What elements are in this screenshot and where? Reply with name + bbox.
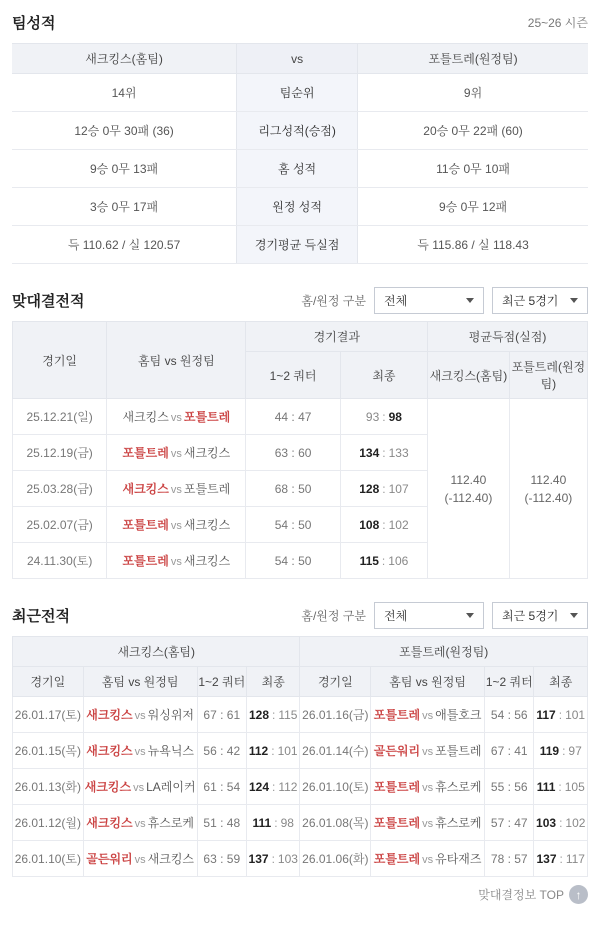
- home-away-filter-label: 홈/원정 구분: [301, 608, 366, 623]
- final-score-cell: [534, 769, 588, 805]
- score-colon: :: [272, 779, 276, 794]
- final-home-score: 111: [536, 779, 556, 794]
- game-date: 26.01.08(목): [300, 805, 371, 841]
- stat-label: 리그성적(승점): [237, 112, 358, 150]
- vs-label: vs: [422, 710, 434, 722]
- recent-results-title: 최근전적: [12, 607, 70, 625]
- home-team-name: 골든워리: [373, 744, 421, 758]
- avg-home-value: 112.40: [450, 472, 487, 487]
- matchup-cell: [107, 471, 246, 507]
- recent-results-head: [12, 601, 588, 629]
- h2h-header-row-1: [13, 322, 588, 352]
- recent-results-section: [12, 601, 588, 904]
- home-team-name: 새크킹스: [86, 744, 133, 758]
- team-stats-title: 팀성적: [12, 14, 56, 32]
- q12-score: 68 : 50: [246, 471, 340, 507]
- chevron-down-icon: [466, 613, 474, 618]
- col-header-q12: 1~2 쿼터: [197, 667, 246, 697]
- final-away-score: 103: [277, 851, 298, 866]
- game-date: 26.01.10(토): [300, 769, 371, 805]
- away-team-name: 휴스로케: [147, 816, 195, 830]
- score-colon: :: [558, 779, 562, 794]
- final-home-score: 112: [248, 743, 269, 758]
- vs-label: vs: [134, 854, 146, 866]
- score-colon: :: [381, 553, 386, 568]
- q12-score: 61 : 54: [197, 769, 246, 805]
- final-home-score: 108: [359, 517, 380, 532]
- away-team-name: 포틀트레: [183, 482, 231, 496]
- away-team-header: 포틀트레(원정팀): [358, 44, 588, 74]
- away-team-name: 새크킹스: [183, 554, 231, 568]
- game-date: 26.01.16(금): [300, 697, 371, 733]
- head-to-head-title: 맞대결전적: [12, 292, 85, 310]
- final-home-score: 93: [365, 409, 380, 424]
- stat-label: 원정 성적: [237, 188, 358, 226]
- away-value: 득 115.86 / 실 118.43: [358, 226, 588, 264]
- q12-score: 54 : 50: [246, 543, 340, 579]
- vs-label: vs: [170, 448, 182, 460]
- home-team-name: 포틀트레: [373, 852, 421, 866]
- matchup-cell: [83, 733, 197, 769]
- final-score-cell: [247, 769, 300, 805]
- matchup-cell: [371, 841, 485, 877]
- recent-results-table: [12, 636, 588, 877]
- recent-game-row: [13, 841, 588, 877]
- game-date: 25.02.07(금): [13, 507, 107, 543]
- stat-row-away-record: [12, 188, 588, 226]
- home-team-name: 포틀트레: [122, 446, 169, 460]
- final-away-score: 115: [278, 707, 298, 722]
- home-team-name: 포틀트레: [373, 780, 421, 794]
- final-home-score: 137: [248, 851, 269, 866]
- away-value: 11승 0무 10패: [358, 150, 588, 188]
- final-score-cell: [340, 399, 427, 435]
- score-colon: :: [382, 481, 386, 496]
- team-stats-section: [12, 8, 588, 264]
- home-team-name: 새크킹스: [86, 816, 133, 830]
- q12-score: 63 : 59: [197, 841, 246, 877]
- away-team-name: 포틀트레: [183, 410, 231, 424]
- final-home-score: 115: [359, 553, 379, 568]
- final-score-cell: [247, 841, 300, 877]
- vs-label: vs: [170, 484, 182, 496]
- season-label: 25~26 시즌: [527, 15, 588, 30]
- recent-home-away-select-value: 전체: [384, 608, 408, 623]
- final-away-score: 102: [565, 815, 586, 830]
- home-team-name: 새크킹스: [122, 410, 169, 424]
- arrow-up-icon: ↑: [575, 887, 582, 902]
- home-value: 12승 0무 30패 (36): [12, 112, 237, 150]
- q12-score: 54 : 56: [485, 697, 534, 733]
- final-away-score: 101: [565, 707, 586, 722]
- matchup-cell: [107, 435, 246, 471]
- away-team-name: 워싱위저: [147, 708, 195, 722]
- scroll-top-button[interactable]: [569, 885, 588, 904]
- score-colon: :: [271, 851, 275, 866]
- final-home-score: 137: [536, 851, 557, 866]
- final-away-score: 117: [565, 851, 585, 866]
- recent-filters: [301, 602, 588, 629]
- recent-game-row: [13, 805, 588, 841]
- final-score-cell: [340, 543, 427, 579]
- away-team-name: LA레이커: [146, 780, 196, 794]
- vs-label: vs: [134, 746, 146, 758]
- q12-score: 67 : 41: [485, 733, 534, 769]
- score-colon: :: [558, 707, 563, 722]
- col-header-q12: 1~2 쿼터: [246, 352, 340, 399]
- away-team-name: 새크킹스: [183, 446, 231, 460]
- score-colon: :: [272, 707, 276, 722]
- home-team-group-header: 새크킹스(홈팀): [13, 637, 300, 667]
- score-colon: :: [382, 517, 386, 532]
- vs-label: vs: [133, 782, 145, 794]
- game-date: 26.01.14(수): [300, 733, 371, 769]
- avg-home-diff: (-112.40): [444, 490, 493, 505]
- score-colon: :: [382, 409, 386, 424]
- q12-score: 51 : 48: [197, 805, 246, 841]
- score-colon: :: [562, 743, 566, 758]
- away-team-name: 휴스로케: [435, 816, 482, 830]
- game-date: 24.11.30(토): [13, 543, 107, 579]
- final-away-score: 105: [564, 779, 585, 794]
- matchup-cell: [371, 697, 485, 733]
- final-score-cell: [340, 507, 427, 543]
- stat-label: 팀순위: [237, 74, 358, 112]
- final-home-score: 134: [359, 445, 380, 460]
- h2h-home-away-select[interactable]: [374, 287, 484, 314]
- vs-label: vs: [134, 710, 146, 722]
- recent-game-row: [13, 733, 588, 769]
- game-date: 26.01.12(월): [13, 805, 84, 841]
- vs-label: vs: [170, 520, 182, 532]
- vs-label: vs: [422, 782, 434, 794]
- home-team-name: 새크킹스: [86, 708, 133, 722]
- matchup-cell: [83, 841, 197, 877]
- final-score-cell: [534, 733, 588, 769]
- recent-game-row: [13, 697, 588, 733]
- home-team-header: 새크킹스(홈팀): [12, 44, 237, 74]
- final-score-cell: [340, 435, 427, 471]
- vs-label: vs: [422, 854, 434, 866]
- final-away-score: 98: [280, 815, 294, 830]
- recent-count-select[interactable]: [492, 602, 588, 629]
- final-score-cell: [340, 471, 427, 507]
- final-score-cell: [534, 697, 588, 733]
- matchup-cell: [371, 805, 485, 841]
- q12-score: 44 : 47: [246, 399, 340, 435]
- game-date: 26.01.17(토): [13, 697, 84, 733]
- col-header-matchup: 홈팀 vs 원정팀: [371, 667, 485, 697]
- team-stats-table: [12, 43, 588, 264]
- vs-label: vs: [170, 556, 182, 568]
- head-to-head-table: [12, 321, 588, 579]
- matchup-cell: [107, 399, 246, 435]
- home-team-name: 포틀트레: [122, 518, 169, 532]
- score-colon: :: [559, 851, 563, 866]
- home-team-name: 포틀트레: [373, 708, 421, 722]
- final-home-score: 117: [536, 707, 556, 722]
- away-value: 9위: [358, 74, 588, 112]
- stat-label: 경기평균 득실점: [237, 226, 358, 264]
- chevron-down-icon: [466, 298, 474, 303]
- col-header-final: 최종: [340, 352, 427, 399]
- game-date: 25.12.21(일): [13, 399, 107, 435]
- q12-score: 67 : 61: [197, 697, 246, 733]
- game-date: 26.01.10(토): [13, 841, 84, 877]
- away-team-name: 새크킹스: [147, 852, 195, 866]
- vs-label: vs: [422, 818, 434, 830]
- home-team-name: 포틀트레: [122, 554, 169, 568]
- top-link-label: 맞대결정보 TOP: [478, 888, 564, 902]
- game-date: 26.01.13(화): [13, 769, 84, 805]
- recent-group-header-row: [13, 637, 588, 667]
- avg-away-value: 112.40: [530, 472, 567, 487]
- game-date: 25.03.28(금): [13, 471, 107, 507]
- q12-score: 78 : 57: [485, 841, 534, 877]
- vs-label: vs: [134, 818, 146, 830]
- chevron-down-icon: [570, 298, 578, 303]
- final-away-score: 102: [388, 517, 409, 532]
- final-home-score: 111: [252, 815, 272, 830]
- recent-home-away-select[interactable]: [374, 602, 484, 629]
- recent-game-row: [13, 769, 588, 805]
- final-score-cell: [534, 805, 588, 841]
- home-value: 3승 0무 17패: [12, 188, 237, 226]
- score-colon: :: [559, 815, 563, 830]
- recent-count-select-value: 최근 5경기: [502, 608, 559, 623]
- col-header-date: 경기일: [13, 667, 84, 697]
- away-team-name: 포틀트레: [435, 744, 482, 758]
- stat-row-home-record: [12, 150, 588, 188]
- h2h-game-row: [13, 399, 588, 435]
- q12-score: 54 : 50: [246, 507, 340, 543]
- away-team-group-header: 포틀트레(원정팀): [300, 637, 588, 667]
- h2h-filters: [301, 287, 588, 314]
- game-date: 26.01.06(화): [300, 841, 371, 877]
- final-home-score: 128: [359, 481, 380, 496]
- team-stats-header-row: [12, 44, 588, 74]
- vs-header: vs: [237, 44, 358, 74]
- home-team-name: 새크킹스: [84, 780, 132, 794]
- table-footer: [12, 885, 588, 904]
- final-away-score: 98: [388, 409, 402, 424]
- h2h-home-away-select-value: 전체: [384, 293, 408, 308]
- final-away-score: 97: [568, 743, 582, 758]
- q12-score: 55 : 56: [485, 769, 534, 805]
- matchup-cell: [83, 769, 197, 805]
- matchup-cell: [107, 507, 246, 543]
- vs-label: vs: [170, 412, 182, 424]
- team-stats-head: [12, 8, 588, 36]
- col-header-q12: 1~2 쿼터: [485, 667, 534, 697]
- final-score-cell: [247, 697, 300, 733]
- q12-score: 63 : 60: [246, 435, 340, 471]
- q12-score: 57 : 47: [485, 805, 534, 841]
- col-header-matchup: 홈팀 vs 원정팀: [83, 667, 197, 697]
- stat-label: 홈 성적: [237, 150, 358, 188]
- score-colon: :: [274, 815, 278, 830]
- final-score-cell: [247, 805, 300, 841]
- away-team-name: 유타재즈: [435, 852, 482, 866]
- h2h-recent-count-select-value: 최근 5경기: [502, 293, 559, 308]
- col-header-avg-away: 포틀트레(원정팀): [509, 352, 587, 399]
- head-to-head-head: [12, 286, 588, 314]
- final-away-score: 106: [388, 553, 409, 568]
- matchup-cell: [371, 733, 485, 769]
- game-date: 25.12.19(금): [13, 435, 107, 471]
- avg-away-diff: (-112.40): [524, 490, 573, 505]
- home-value: 9승 0무 13패: [12, 150, 237, 188]
- avg-points-home: [428, 399, 510, 579]
- home-team-name: 새크킹스: [122, 482, 169, 496]
- matchup-cell: [83, 805, 197, 841]
- col-header-date: 경기일: [300, 667, 371, 697]
- matchup-cell: [371, 769, 485, 805]
- home-value: 14위: [12, 74, 237, 112]
- final-home-score: 124: [248, 779, 269, 794]
- col-header-final: 최종: [534, 667, 588, 697]
- col-header-avg-group: 평균득점(실점): [428, 322, 588, 352]
- matchup-cell: [107, 543, 246, 579]
- final-score-cell: [534, 841, 588, 877]
- away-value: 20승 0무 22패 (60): [358, 112, 588, 150]
- home-value: 득 110.62 / 실 120.57: [12, 226, 237, 264]
- matchup-cell: [83, 697, 197, 733]
- away-team-name: 새크킹스: [183, 518, 231, 532]
- game-date: 26.01.15(목): [13, 733, 84, 769]
- away-value: 9승 0무 12패: [358, 188, 588, 226]
- col-header-result-group: 경기결과: [246, 322, 428, 352]
- final-home-score: 103: [536, 815, 557, 830]
- stat-row-league: [12, 112, 588, 150]
- final-home-score: 128: [248, 707, 269, 722]
- chevron-down-icon: [570, 613, 578, 618]
- final-home-score: 119: [539, 743, 560, 758]
- final-away-score: 133: [388, 445, 409, 460]
- score-colon: :: [271, 743, 275, 758]
- home-team-name: 골든워리: [86, 852, 133, 866]
- final-away-score: 112: [278, 779, 298, 794]
- away-team-name: 애틀호크: [435, 708, 482, 722]
- h2h-recent-count-select[interactable]: [492, 287, 588, 314]
- col-header-matchup: 홈팀 vs 원정팀: [107, 322, 246, 399]
- home-team-name: 포틀트레: [373, 816, 421, 830]
- vs-label: vs: [422, 746, 434, 758]
- col-header-avg-home: 새크킹스(홈팀): [428, 352, 510, 399]
- col-header-date: 경기일: [13, 322, 107, 399]
- stat-row-avg-points: [12, 226, 588, 264]
- final-away-score: 101: [277, 743, 298, 758]
- col-header-final: 최종: [247, 667, 300, 697]
- final-score-cell: [247, 733, 300, 769]
- q12-score: 56 : 42: [197, 733, 246, 769]
- recent-header-row: [13, 667, 588, 697]
- home-away-filter-label: 홈/원정 구분: [301, 293, 366, 308]
- away-team-name: 휴스로케: [435, 780, 482, 794]
- score-colon: :: [382, 445, 386, 460]
- head-to-head-section: [12, 286, 588, 579]
- final-away-score: 107: [388, 481, 409, 496]
- away-team-name: 뉴욕닉스: [147, 744, 195, 758]
- stat-row-rank: [12, 74, 588, 112]
- avg-points-away: [509, 399, 587, 579]
